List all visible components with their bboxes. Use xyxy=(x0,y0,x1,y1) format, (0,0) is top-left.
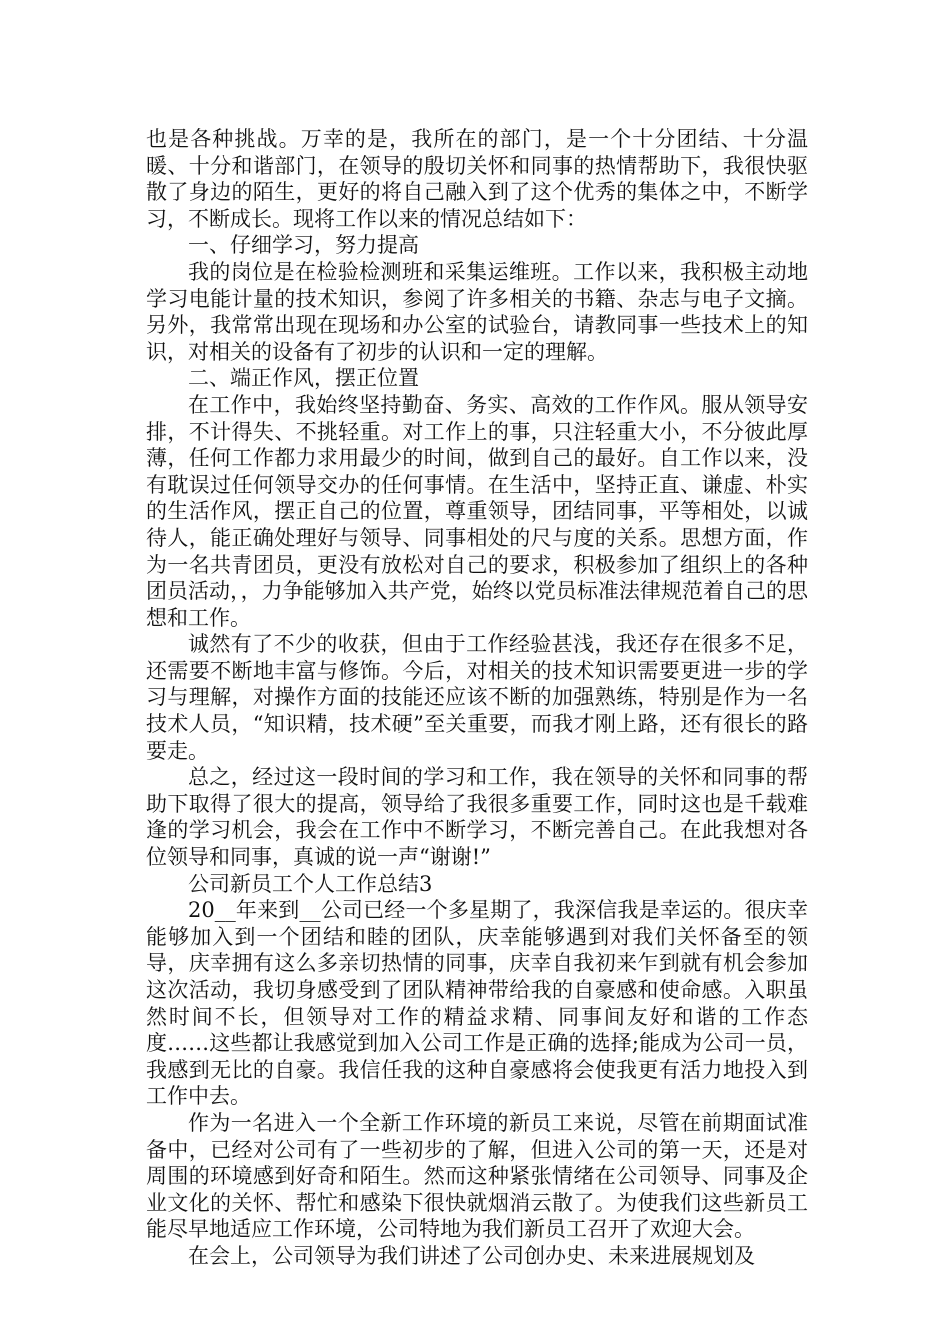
paragraph-study: 我的岗位是在检验检测班和采集运维班。工作以来，我积极主动地学习电能计量的技术知识，参阅了许多相关的书籍、杂志与电子文摘。另外，我常常出现在现场和办公室的试验台，请教同事一些技术上的知识，对相关的设备有了初步的认识和一定的理解。 xyxy=(146,259,808,364)
paragraph-shortcomings: 诚然有了不少的收获，但由于工作经验甚浅，我还存在很多不足，还需要不断地丰富与修饰。今后，对相关的技术知识需要更进一步的学习与理解，对操作方面的技能还应该不断的加强熟练，特别是作为一名技术人员，“知识精，技术硬”至关重要，而我才刚上路，还有很长的路要走。 xyxy=(146,632,808,763)
section-heading-study: 一、仔细学习，努力提高 xyxy=(188,233,419,258)
document-body xyxy=(146,126,808,1270)
section-heading-attitude: 二、端正作风，摆正位置 xyxy=(188,366,419,391)
paragraph-meeting: 在会上，公司领导为我们讲述了公司创办史、未来进展规划及 xyxy=(188,1243,755,1268)
paragraph-conclusion: 总之，经过这一段时间的学习和工作，我在领导的关怀和同事的帮助下取得了很大的提高，领导给了我很多重要工作，同时这也是千载难逢的学习机会，我会在工作中不断学习，不断完善自己。在此我想对各位领导和同事，真诚的说一声“谢谢!” xyxy=(146,765,808,870)
paragraph-attitude: 在工作中，我始终坚持勤奋、务实、高效的工作作风。服从领导安排，不计得失、不挑轻重。对工作上的事，只注轻重大小，不分彼此厚薄，任何工作都力求用最少的时间，做到自己的最好。自工作以来，没有耽误过任何领导交办的任何事情。在生活中，坚持正直、谦虚、朴实的生活作风，摆正自己的位置，尊重领导，团结同事，平等相处，以诚待人，能正确处理好与领导、同事相处的尺与度的关系。思想方面，作为一名共青团员，更没有放松对自己的要求，积极参加了组织上的各种团员活动，，力争能够加入共产党，始终以党员标准法律规范着自己的思想和工作。 xyxy=(146,392,808,630)
paragraph-arrival: 20__年来到__公司已经一个多星期了，我深信我是幸运的。很庆幸能够加入到一个团结和睦的团队，庆幸能够遇到对我们关怀备至的领导，庆幸拥有这么多亲切热情的同事，庆幸自我初来乍到就有机会参加这次活动，我切身感受到了团队精神带给我的自豪感和使命感。入职虽然时间不长，但领导对工作的精益求精、同事间友好和谐的工作态度……这些都让我感觉到加入公司工作是正确的选择;能成为公司一员，我感到无比的自豪。我信任我的这种自豪感将会使我更有活力地投入到工作中去。 xyxy=(146,898,808,1109)
paragraph-new-employee: 作为一名进入一个全新工作环境的新员工来说，尽管在前期面试准备中，已经对公司有了一些初步的了解，但进入公司的第一天，还是对周围的环境感到好奇和陌生。然而这种紧张情绪在公司领导、同事及企业文化的关怀、帮忙和感染下很快就烟消云散了。为使我们这些新员工能尽早地适应工作环境，公司特地为我们新员工召开了欢迎大会。 xyxy=(146,1110,808,1242)
section-title-summary-3: 公司新员工个人工作总结3 xyxy=(188,871,433,896)
paragraph-intro-continuation: 也是各种挑战。万幸的是，我所在的部门，是一个十分团结、十分温暖、十分和谐部门，在领导的殷切关怀和同事的热情帮助下，我很快驱散了身边的陌生，更好的将自己融入到了这个优秀的集体之中，不断学习，不断成长。现将工作以来的情况总结如下： xyxy=(146,127,808,231)
